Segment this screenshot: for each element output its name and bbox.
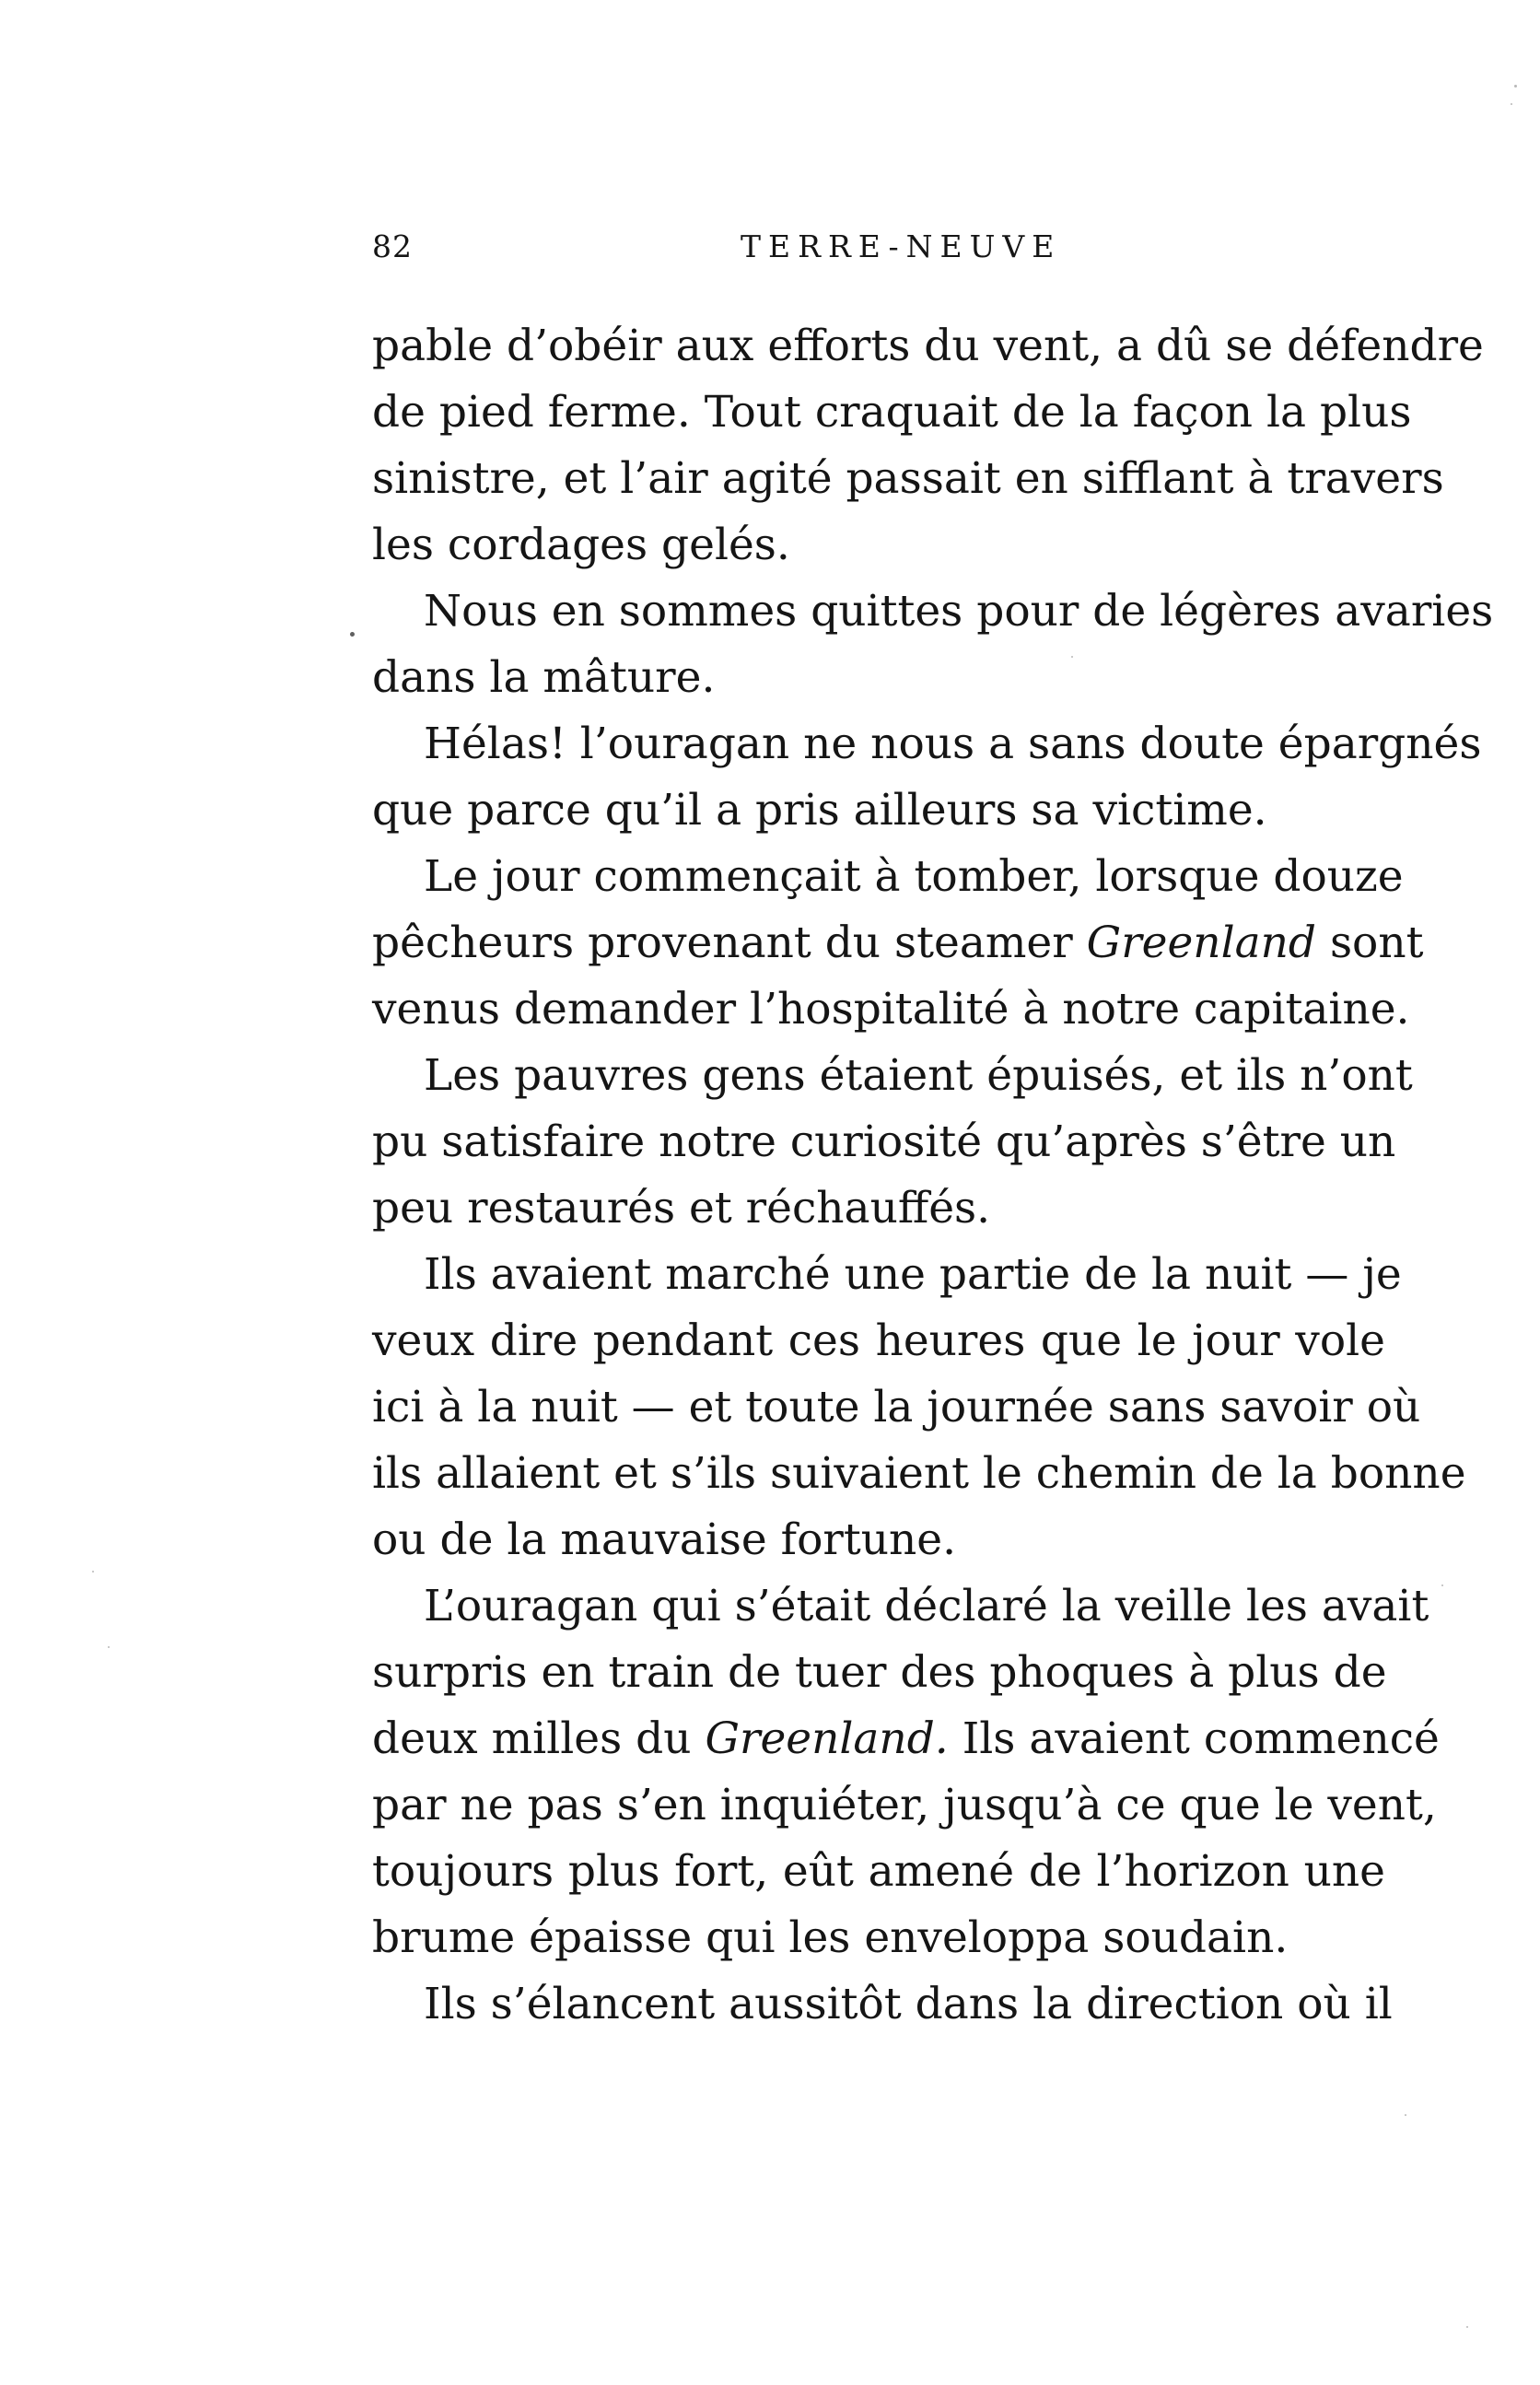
paper-speck — [1514, 85, 1517, 88]
text-line: L’ouragan qui s’était déclaré la veille les avait — [424, 1581, 1429, 1631]
ship-name-italic: Greenland — [1086, 918, 1316, 968]
paper-speck — [1071, 656, 1073, 658]
text-line: de pied ferme. Tout craquait de la façon la plus — [372, 387, 1412, 438]
text-line: par ne pas s’en inquiéter, jusqu’à ce que le vent, — [372, 1780, 1437, 1830]
paper-speck — [1511, 103, 1512, 105]
paper-speck — [108, 1646, 110, 1648]
paper-speck — [1441, 1584, 1443, 1586]
text-line: Ils avaient marché une partie de la nuit — je — [424, 1249, 1402, 1300]
text-line: surpris en train de tuer des phoques à plus de — [372, 1647, 1387, 1698]
paper-speck — [92, 1571, 94, 1572]
page-number: 82 — [372, 228, 413, 264]
paper-speck — [1405, 2114, 1406, 2116]
text-line: Les pauvres gens étaient épuisés, et ils n’ont — [424, 1050, 1413, 1101]
text-segment: Ils avaient commencé — [962, 1713, 1440, 1764]
text-line: ici à la nuit — et toute la journée sans savoir où — [372, 1382, 1421, 1432]
text-line: pable d’obéir aux efforts du vent, a dû se défendre — [372, 321, 1484, 371]
text-line: Nous en sommes quittes pour de légères avaries — [424, 586, 1494, 637]
text-segment: sont — [1329, 918, 1424, 968]
text-line: sinistre, et l’air agité passait en sifflant à travers — [372, 453, 1444, 504]
text-line: toujours plus fort, eût amené de l’horizon une — [372, 1846, 1385, 1897]
paper-speck — [1466, 2326, 1468, 2328]
text-line: Hélas! l’ouragan ne nous a sans doute épargnés — [424, 719, 1482, 769]
text-line: ou de la mauvaise fortune. — [372, 1514, 957, 1565]
text-line: les cordages gelés. — [372, 520, 790, 570]
paper-speck — [350, 632, 355, 637]
text-line: venus demander l’hospitalité à notre capitaine. — [372, 984, 1410, 1035]
text-segment: pêcheurs provenant du steamer — [372, 918, 1073, 968]
text-line: ils allaient et s’ils suivaient le chemin de la bonne — [372, 1448, 1466, 1499]
text-line: dans la mâture. — [372, 652, 716, 703]
running-title: TERRE-NEUVE — [741, 228, 1062, 264]
text-line: Ils s’élancent aussitôt dans la direction où il — [424, 1979, 1393, 2029]
ship-name-italic: Greenland. — [705, 1713, 949, 1764]
text-line: que parce qu’il a pris ailleurs sa victime. — [372, 785, 1267, 836]
page-header — [372, 228, 1385, 284]
text-line — [372, 910, 1424, 976]
text-segment: deux milles du — [372, 1713, 692, 1764]
text-line — [372, 1706, 1440, 1772]
text-line: Le jour commençait à tomber, lorsque douze — [424, 851, 1404, 902]
text-line: veux dire pendant ces heures que le jour vole — [372, 1315, 1385, 1366]
text-line: brume épaisse qui les enveloppa soudain. — [372, 1912, 1289, 1963]
text-line: peu restaurés et réchauffés. — [372, 1183, 991, 1233]
text-line: pu satisfaire notre curiosité qu’après s’être un — [372, 1117, 1396, 1167]
